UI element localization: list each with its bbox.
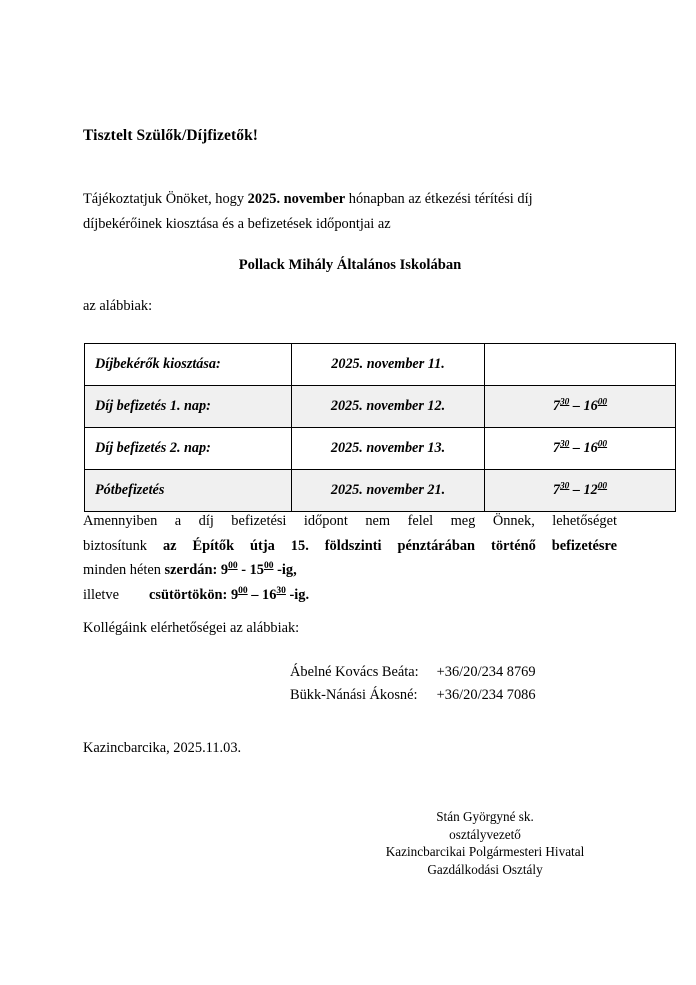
intro-paragraph (83, 187, 617, 237)
list-item (290, 684, 536, 707)
signature-block (330, 808, 640, 878)
contact-phone: +36/20/234 8769 (436, 664, 536, 680)
intro-second-line: díjbekérőinek kiosztása és a befizetések időpontjai az (83, 216, 391, 232)
list-item (290, 661, 536, 684)
alt-line-4 (83, 583, 617, 608)
alt-line-1: Amennyiben a díj befizetési időpont nem felel meg Önnek, lehetőséget (83, 513, 617, 529)
page-title: Tisztelt Szülők/Díjfizetők! (83, 127, 259, 144)
alternative-payment-paragraph (83, 509, 617, 607)
signature-department: Gazdálkodási Osztály (427, 861, 543, 877)
row-date: 2025. november 12. (292, 386, 485, 428)
row-date: 2025. november 13. (292, 428, 485, 470)
contact-list-body (290, 661, 536, 707)
contact-lead-text: Kollégáink elérhetőségei az alábbiak: (83, 620, 300, 636)
table-row (85, 470, 676, 512)
alt-line-3 (83, 558, 617, 583)
place-and-date: Kazincbarcika, 2025.11.03. (83, 740, 242, 756)
row-date: 2025. november 21. (292, 470, 485, 512)
intro-text-before-bold: Tájékoztatjuk Önöket, hogy (83, 191, 248, 207)
alt-thursday-label: csütörtökön: (148, 586, 228, 603)
alt-line2-prefix: biztosítunk (83, 537, 163, 554)
alt-thursday-hours: $9^{00} - 16^{30}$ -ig. (230, 585, 310, 603)
table-row (85, 386, 676, 428)
time-range: $7^{30} - 16^{00}$ (552, 397, 608, 414)
row-time (485, 428, 676, 470)
table-body (85, 344, 676, 512)
table-row (85, 428, 676, 470)
signature-organization: Kazincbarcikai Polgármesteri Hivatal (385, 844, 585, 859)
row-date: 2025. november 11. (292, 344, 485, 386)
row-label: Díjbekérők kiosztása: (85, 344, 292, 386)
alt-address-bold: az Építők útja 15. földszinti pénztárában történő befizetésre (162, 537, 618, 554)
table-row (85, 344, 676, 386)
contact-list (290, 661, 536, 707)
alt-wednesday-label: szerdán: (164, 562, 218, 578)
row-time (485, 344, 676, 386)
time-range: $7^{30} - 12^{00}$ (552, 481, 608, 498)
contact-phone: +36/20/234 7086 (436, 687, 536, 703)
contact-name: Ábelné Kovács Beáta: (290, 664, 419, 680)
intro-month-bold: 2025. november (247, 191, 346, 207)
alt-line-2 (83, 534, 617, 559)
school-name-heading: Pollack Mihály Általános Iskolában (238, 257, 462, 273)
row-time (485, 386, 676, 428)
alt-line4-prefix: illetve (83, 586, 119, 603)
contact-name: Bükk-Nánási Ákosné: (290, 687, 418, 703)
row-label: Díj befizetés 2. nap: (85, 428, 292, 470)
time-range: $7^{30} - 16^{00}$ (552, 439, 608, 456)
row-time (485, 470, 676, 512)
alt-line3-prefix: minden héten (83, 562, 165, 578)
row-label: Díj befizetés 1. nap: (85, 386, 292, 428)
alt-wednesday-hours: $9^{00} - 15^{00}$ -ig, (220, 561, 297, 578)
row-label: Pótbefizetés (85, 470, 292, 512)
signature-role: osztályvezető (449, 826, 521, 842)
follow-text: az alábbiak: (83, 298, 153, 314)
signature-name: Stán Györgyné sk. (436, 809, 534, 824)
intro-text-after-bold: hónapban az étkezési térítési díj (345, 191, 533, 207)
payment-schedule-table (84, 343, 676, 512)
